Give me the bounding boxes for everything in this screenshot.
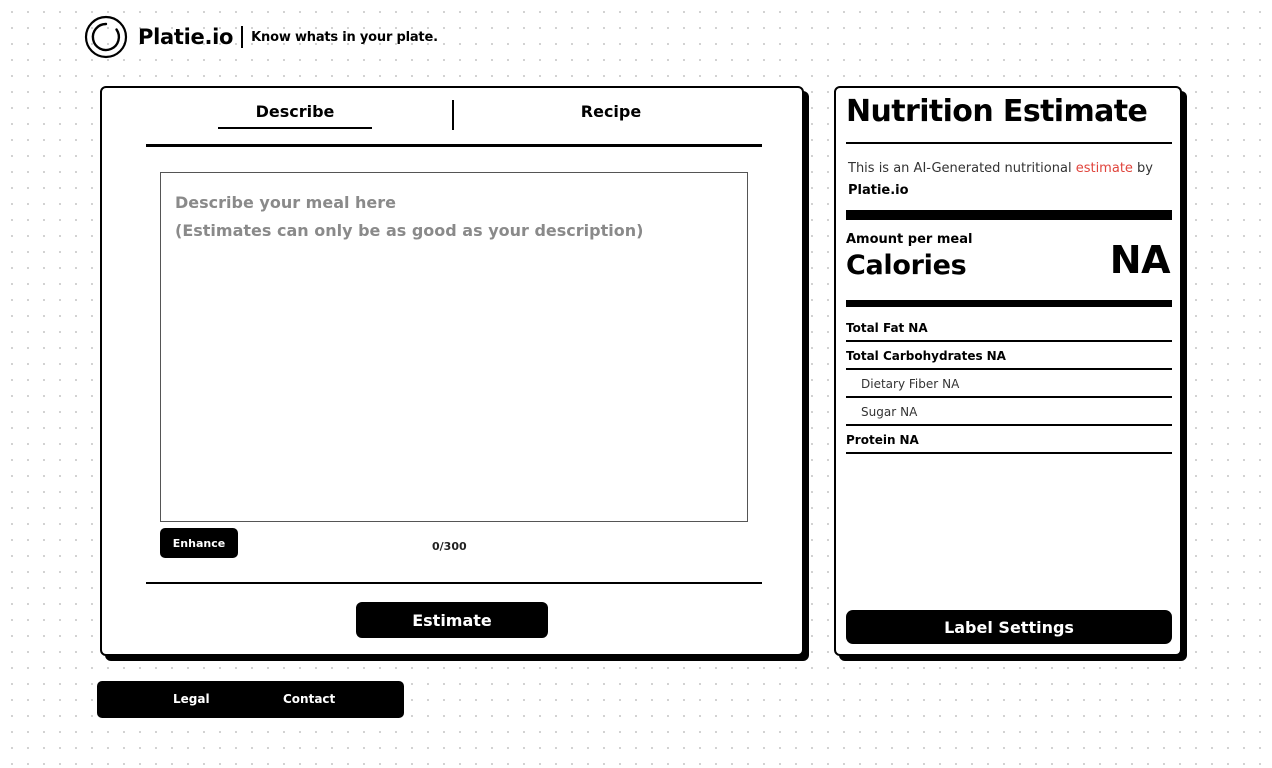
nutrient-row-total-carbohydrates <box>846 342 1172 370</box>
disclaimer-suffix: by <box>1132 161 1153 176</box>
nutrition-title: Nutrition Estimate <box>846 94 1148 129</box>
footer-legal-link[interactable]: Legal <box>173 692 210 706</box>
nutrient-value: NA <box>900 405 918 419</box>
nutrient-label: Total Carbohydrates <box>846 349 983 363</box>
footer-bar <box>97 681 404 718</box>
nutrition-disclaimer <box>848 158 1166 202</box>
input-mode-tabs <box>146 88 762 147</box>
footer-contact-link[interactable]: Contact <box>283 692 336 706</box>
disclaimer-highlight: estimate <box>1075 161 1133 176</box>
nutrient-row-dietary-fiber <box>846 370 1172 398</box>
nutrient-row-total-fat <box>846 314 1172 342</box>
amount-per-meal-label: Amount per meal <box>846 232 973 247</box>
nutrient-value: NA <box>986 349 1006 363</box>
character-count: 0/300 <box>432 540 467 553</box>
divider <box>146 582 762 584</box>
calories-value: NA <box>1109 238 1170 282</box>
meal-description-input[interactable] <box>160 172 748 522</box>
tab-describe[interactable]: Describe <box>218 102 372 129</box>
thick-divider <box>846 300 1172 307</box>
nutrient-label: Dietary Fiber <box>861 377 939 391</box>
nutrient-label: Sugar <box>861 405 897 419</box>
meal-input-card <box>100 86 804 656</box>
disclaimer-brand: Platie.io <box>848 183 909 198</box>
nutrition-label-card <box>834 86 1182 656</box>
nutrient-row-protein <box>846 426 1172 454</box>
brand-separator <box>241 26 243 48</box>
site-header <box>84 12 438 62</box>
nutrient-row-sugar <box>846 398 1172 426</box>
tab-recipe[interactable]: Recipe <box>580 102 642 121</box>
nutrient-value: NA <box>908 321 928 335</box>
divider <box>846 142 1172 144</box>
nutrient-label: Protein <box>846 433 896 447</box>
tab-divider <box>452 100 454 130</box>
disclaimer-text: This is an AI-Generated nutritional <box>848 161 1076 176</box>
ring-logo-icon[interactable] <box>84 15 128 59</box>
label-settings-button[interactable]: Label Settings <box>846 610 1172 644</box>
thick-divider <box>846 210 1172 220</box>
nutrient-value: NA <box>942 377 960 391</box>
nutrient-label: Total Fat <box>846 321 905 335</box>
brand-name[interactable]: Platie.io <box>138 25 234 49</box>
enhance-button[interactable]: Enhance <box>160 528 238 558</box>
nutrient-list <box>846 314 1172 454</box>
estimate-button[interactable]: Estimate <box>356 602 548 638</box>
calories-label: Calories <box>846 250 967 281</box>
nutrient-value: NA <box>899 433 919 447</box>
tagline: Know whats in your plate. <box>251 29 438 45</box>
